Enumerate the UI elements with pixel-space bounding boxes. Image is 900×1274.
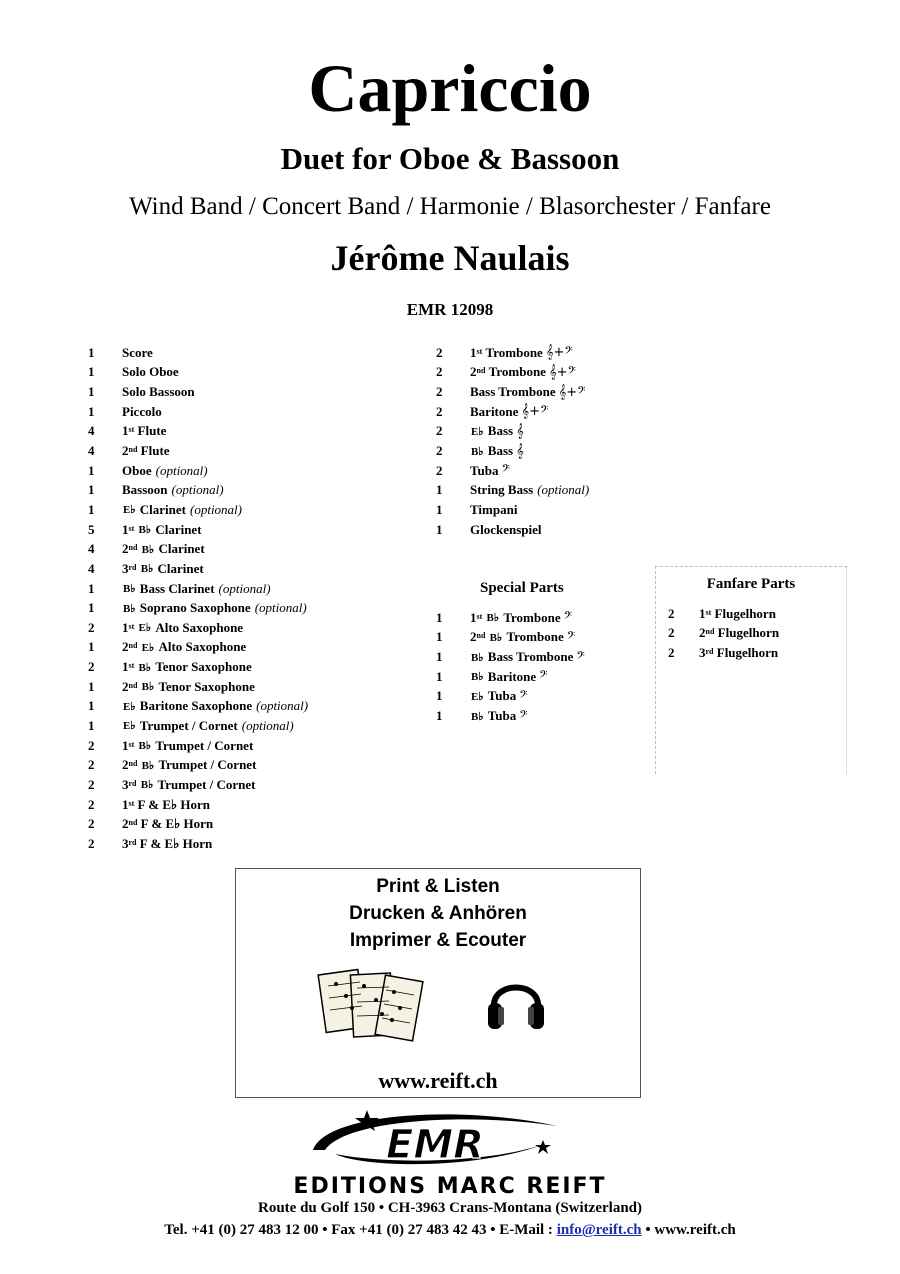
instrument-name: Timpani (470, 501, 518, 517)
part-order: 1 (122, 619, 129, 635)
instrument-name: Flugelhorn (714, 605, 776, 621)
part-quantity: 5 (88, 521, 95, 537)
part-quantity: 1 (88, 482, 95, 498)
part-quantity: 1 (88, 600, 95, 616)
part-name (470, 423, 524, 439)
part-name: 3 $^{rd}$ Flugelhorn (699, 645, 779, 661)
part-order: 1 (122, 423, 129, 439)
instrument-name: Tenor Saxophone (158, 678, 255, 694)
parts-list-right (436, 343, 589, 539)
part-name: 1 $^{st}$ B♭ Clarinet (122, 521, 202, 537)
instrument-name: String Bass (470, 482, 534, 498)
part-row (668, 643, 779, 663)
part-name: 2 $^{nd}$ Flute (122, 443, 170, 459)
part-row (88, 697, 308, 717)
part-row (436, 363, 589, 383)
part-name (122, 600, 307, 616)
instrument-name: Trombone (503, 609, 561, 625)
key-signature: E♭ (471, 690, 484, 703)
part-name: 2 $^{nd}$ B♭ Clarinet (122, 541, 205, 557)
part-order: 1 (122, 737, 129, 753)
part-row (88, 638, 308, 658)
clef-icon: 𝄢 (519, 688, 528, 704)
print-listen-english: Print & Listen (376, 876, 500, 897)
key-signature: E♭ (471, 425, 484, 438)
composer-name: Jérôme Naulais (330, 238, 570, 278)
part-quantity: 2 (436, 403, 443, 419)
key-signature: B♭ (138, 524, 152, 537)
part-name (470, 708, 528, 724)
part-name: 2 $^{nd}$ F & E♭ Horn (122, 816, 214, 832)
part-name: 2 $^{nd}$ E♭ Alto Saxophone (122, 639, 247, 655)
print-listen-box (235, 868, 641, 1098)
instrument-name: Trumpet / Cornet (139, 717, 238, 733)
part-order: 1 (470, 344, 477, 360)
part-name: 1 $^{st}$ Trombone 𝄞+𝄢 (470, 344, 573, 361)
part-row (88, 520, 308, 540)
publisher-address: Route du Golf 150 • CH-3963 Crans-Montana (Switzerland) (258, 1200, 642, 1216)
part-row (88, 598, 308, 618)
part-name (470, 649, 585, 665)
fanfare-parts-heading: Fanfare Parts (706, 576, 796, 592)
part-row (668, 604, 779, 624)
part-order: 2 (122, 541, 129, 557)
instrument-name: Flute (140, 443, 170, 459)
part-order: 1 (122, 659, 129, 675)
part-row (88, 618, 308, 638)
part-row (88, 716, 308, 736)
part-order: 2 (470, 629, 477, 645)
instrument-name: Trombone (488, 364, 546, 380)
part-quantity: 1 (436, 501, 443, 517)
key-signature: B♭ (486, 612, 500, 625)
part-row (88, 814, 308, 834)
part-quantity: 2 (436, 384, 443, 400)
optional-note: (optional) (218, 580, 271, 596)
clef-icon: 𝄢 (501, 463, 510, 479)
instrument-name: Bass (487, 443, 514, 459)
instrument-name: Alto Saxophone (155, 619, 244, 635)
instrument-name: Solo Bassoon (122, 384, 195, 400)
part-quantity: 1 (436, 521, 443, 537)
part-quantity: 1 (436, 629, 443, 645)
part-quantity: 2 (668, 605, 675, 621)
part-row (436, 461, 589, 481)
instrument-name: Bass Trombone (470, 384, 556, 400)
part-name (122, 718, 294, 734)
part-name: 3 $^{rd}$ B♭ Trumpet / Cornet (122, 776, 256, 792)
part-row (436, 500, 589, 520)
part-row (436, 382, 589, 402)
part-row (88, 657, 308, 677)
part-quantity: 2 (88, 835, 95, 851)
part-quantity: 1 (436, 708, 443, 724)
part-name: 2 $^{nd}$ B♭ Tenor Saxophone (122, 678, 255, 694)
part-name (122, 463, 208, 479)
part-quantity: 1 (88, 678, 95, 694)
part-row (88, 480, 308, 500)
instrument-name: Clarinet (157, 560, 204, 576)
part-row (436, 480, 589, 500)
fanfare-parts-list (668, 604, 779, 663)
part-name: 1 $^{st}$ B♭ Trombone 𝄢 (470, 609, 572, 626)
part-quantity: 4 (88, 560, 95, 576)
instrument-name: Baritone (487, 668, 537, 684)
part-quantity: 2 (436, 462, 443, 478)
part-name: 2 $^{nd}$ Trombone 𝄞+𝄢 (470, 364, 576, 380)
instrument-name: F & E♭ Horn (140, 816, 214, 832)
part-order: 2 (122, 443, 129, 459)
instrument-name: Piccolo (122, 403, 162, 419)
part-order: 2 (699, 625, 706, 641)
part-row (88, 461, 308, 481)
key-signature: B♭ (141, 543, 155, 556)
part-quantity: 4 (88, 443, 95, 459)
part-name (470, 443, 524, 459)
instrument-name: Baritone Saxophone (139, 698, 253, 714)
instrument-name: Trombone (485, 344, 543, 360)
part-quantity: 1 (436, 482, 443, 498)
key-signature: B♭ (123, 583, 136, 595)
part-row (88, 775, 308, 795)
part-order: 3 (699, 645, 706, 661)
special-parts-list (436, 608, 585, 726)
part-row (88, 382, 308, 402)
part-order: 2 (470, 364, 477, 380)
part-name (470, 688, 528, 704)
part-quantity: 1 (88, 698, 95, 714)
part-order: 2 (122, 757, 129, 773)
part-quantity: 1 (436, 649, 443, 665)
catalog-number: EMR 12098 (406, 300, 494, 319)
clef-icon: 𝄞 (516, 423, 524, 439)
part-name (122, 482, 224, 498)
part-order: 2 (122, 639, 129, 655)
clef-icon: 𝄢 (563, 610, 572, 626)
part-row (436, 647, 585, 667)
key-signature: B♭ (140, 779, 154, 792)
key-signature: B♭ (140, 563, 154, 576)
instrument-name: Soprano Saxophone (139, 600, 251, 616)
part-row (88, 441, 308, 461)
part-quantity: 1 (88, 364, 95, 380)
part-name (470, 482, 589, 498)
key-signature: E♭ (138, 622, 152, 635)
part-name (470, 384, 586, 400)
optional-note: (optional) (254, 600, 307, 616)
part-quantity: 2 (668, 625, 675, 641)
part-name (470, 522, 542, 538)
part-quantity: 2 (88, 659, 95, 675)
band-types: Wind Band / Concert Band / Harmonie / Blasorchester / Fanfare (129, 193, 771, 220)
part-row (88, 422, 308, 442)
part-row (668, 624, 779, 644)
key-signature: E♭ (123, 700, 136, 713)
instrument-name: Alto Saxophone (158, 639, 247, 655)
part-name (122, 384, 195, 400)
instrument-name: Clarinet (155, 521, 202, 537)
clef-icon: 𝄞+𝄢 (548, 364, 576, 380)
clef-icon: 𝄞+𝄢 (545, 345, 573, 361)
part-quantity: 1 (436, 609, 443, 625)
instrument-name: Score (122, 344, 153, 360)
key-signature: B♭ (471, 651, 484, 664)
part-row (88, 834, 308, 854)
clef-icon: 𝄢 (576, 649, 585, 665)
instrument-name: Trumpet / Cornet (158, 757, 257, 773)
part-row (88, 402, 308, 422)
instrument-name: Tuba (487, 708, 517, 724)
part-name: 1 $^{st}$ F & E♭ Horn (122, 796, 210, 812)
part-quantity: 1 (88, 717, 95, 733)
instrument-name: Flugelhorn (716, 645, 779, 661)
part-quantity: 2 (436, 344, 443, 360)
part-quantity: 2 (88, 757, 95, 773)
part-quantity: 1 (88, 344, 95, 360)
instrument-name: Flute (137, 423, 167, 439)
part-quantity: 1 (436, 668, 443, 684)
part-row (436, 628, 585, 648)
instrument-name: Trumpet / Cornet (155, 737, 254, 753)
optional-note: (optional) (171, 482, 224, 498)
clef-icon: 𝄢 (539, 669, 548, 685)
headphones-icon (484, 967, 548, 1035)
instrument-name: Tenor Saxophone (155, 659, 252, 675)
part-row (436, 667, 585, 687)
print-listen-french: Imprimer & Ecouter (349, 930, 527, 951)
instrument-name: Bass (487, 423, 514, 439)
part-order: 1 (699, 605, 706, 621)
part-name (470, 502, 517, 518)
part-order: 3 (122, 560, 129, 576)
part-name: 3 $^{rd}$ F & E♭ Horn (122, 835, 213, 851)
instrument-name: Bass Clarinet (139, 580, 215, 596)
part-row (436, 343, 589, 363)
part-name: 3 $^{rd}$ B♭ Clarinet (122, 560, 204, 576)
special-parts-heading: Special Parts (480, 580, 564, 596)
email-link[interactable]: info@reift.ch (556, 1222, 642, 1238)
part-order: 1 (470, 609, 477, 625)
instrument-name: Tuba (487, 688, 517, 704)
part-name (470, 463, 510, 479)
part-order: 2 (122, 816, 129, 832)
part-name (122, 404, 162, 420)
contact-line (0, 1219, 900, 1241)
part-row (436, 520, 589, 540)
part-quantity: 2 (436, 364, 443, 380)
part-row (88, 363, 308, 383)
part-name: 1 $^{st}$ B♭ Trumpet / Cornet (122, 737, 254, 753)
instrument-name: Oboe (122, 462, 152, 478)
website-url[interactable]: www.reift.ch (378, 1068, 498, 1093)
instrument-name: F & E♭ Horn (139, 835, 213, 851)
part-name (122, 502, 242, 518)
part-quantity: 1 (88, 580, 95, 596)
key-signature: B♭ (489, 631, 503, 644)
instrument-name: Clarinet (158, 541, 205, 557)
part-name: 1 $^{st}$ Flute (122, 423, 167, 439)
instrument-name: Clarinet (139, 501, 186, 517)
part-row (88, 677, 308, 697)
part-row (436, 706, 585, 726)
instrument-name: F & E♭ Horn (137, 796, 210, 812)
part-quantity: 2 (668, 645, 675, 661)
part-order: 1 (122, 796, 129, 812)
part-quantity: 2 (88, 796, 95, 812)
part-row (88, 579, 308, 599)
part-row (88, 755, 308, 775)
sheet-music-icon (316, 964, 426, 1050)
part-row (436, 608, 585, 628)
part-name: 2 $^{nd}$ B♭ Trombone 𝄢 (470, 629, 576, 645)
part-quantity: 2 (88, 619, 95, 635)
key-signature: E♭ (123, 720, 136, 733)
instrument-name: Bass Trombone (487, 649, 574, 665)
part-name (122, 345, 153, 361)
clef-icon: 𝄢 (566, 629, 576, 645)
part-quantity: 1 (88, 384, 95, 400)
part-name: 1 $^{st}$ Flugelhorn (699, 605, 776, 621)
part-name (122, 364, 179, 380)
part-quantity: 4 (88, 541, 95, 557)
publisher-name: EDITIONS MARC REIFT (293, 1174, 607, 1199)
emr-logo (305, 1104, 565, 1176)
part-row (88, 343, 308, 363)
part-order: 1 (122, 521, 129, 537)
clef-icon: 𝄞+𝄢 (558, 384, 586, 400)
key-signature: B♭ (123, 602, 136, 615)
optional-note: (optional) (155, 462, 208, 478)
logo-text: EMR (386, 1122, 484, 1168)
part-row (88, 736, 308, 756)
instrument-name: Solo Oboe (122, 364, 179, 380)
key-signature: B♭ (141, 681, 155, 694)
part-row (88, 539, 308, 559)
part-name: 2 $^{nd}$ B♭ Trumpet / Cornet (122, 757, 257, 773)
part-row (88, 500, 308, 520)
key-signature: B♭ (138, 661, 152, 674)
key-signature: E♭ (123, 504, 136, 517)
contact-website[interactable]: • www.reift.ch (641, 1222, 736, 1238)
instrument-name: Trumpet / Cornet (157, 776, 256, 792)
optional-note: (optional) (256, 698, 309, 714)
subtitle: Duet for Oboe & Bassoon (280, 141, 620, 176)
part-order: 2 (122, 678, 129, 694)
part-quantity: 2 (436, 443, 443, 459)
part-order: 3 (122, 776, 129, 792)
part-row (436, 687, 585, 707)
part-row (88, 795, 308, 815)
part-name (470, 404, 548, 420)
fanfare-parts-box (655, 566, 847, 774)
parts-list-left (88, 343, 308, 854)
part-name: 1 $^{st}$ B♭ Tenor Saxophone (122, 659, 252, 675)
part-row (88, 559, 308, 579)
clef-icon: 𝄢 (519, 708, 528, 724)
part-quantity: 2 (88, 816, 95, 832)
part-row (436, 441, 589, 461)
part-quantity: 1 (88, 403, 95, 419)
key-signature: E♭ (141, 641, 155, 654)
page-title: Capriccio (308, 50, 592, 126)
part-row (436, 422, 589, 442)
part-order: 3 (122, 835, 129, 851)
instrument-name: Tuba (470, 462, 499, 478)
part-quantity: 2 (436, 423, 443, 439)
optional-note: (optional) (190, 501, 242, 517)
part-quantity: 1 (88, 501, 95, 517)
key-signature: B♭ (471, 710, 484, 723)
instrument-name: Trombone (506, 629, 564, 645)
key-signature: B♭ (471, 445, 484, 458)
instrument-name: Glockenspiel (470, 521, 542, 537)
part-name (470, 669, 548, 685)
part-quantity: 1 (88, 639, 95, 655)
optional-note: (optional) (241, 717, 294, 733)
instrument-name: Bassoon (122, 482, 168, 498)
optional-note: (optional) (537, 482, 590, 498)
part-row (436, 402, 589, 422)
part-quantity: 1 (88, 462, 95, 478)
part-name (122, 581, 271, 597)
part-quantity: 2 (88, 776, 95, 792)
instrument-name: Flugelhorn (717, 625, 780, 641)
key-signature: B♭ (138, 740, 152, 753)
clef-icon: 𝄞+𝄢 (521, 404, 549, 420)
part-name: 1 $^{st}$ E♭ Alto Saxophone (122, 619, 244, 635)
part-quantity: 1 (436, 688, 443, 704)
contact-phone-fax: Tel. +41 (0) 27 483 12 00 • Fax +41 (0) 27 483 42 43 • E-Mail : (164, 1222, 557, 1238)
part-name: 2 $^{nd}$ Flugelhorn (699, 625, 780, 641)
part-quantity: 2 (88, 737, 95, 753)
instrument-name: Baritone (470, 403, 519, 419)
part-name (122, 698, 308, 714)
key-signature: B♭ (471, 671, 484, 684)
part-quantity: 4 (88, 423, 95, 439)
clef-icon: 𝄞 (516, 443, 524, 459)
print-listen-german: Drucken & Anhören (349, 903, 527, 924)
key-signature: B♭ (141, 759, 155, 772)
